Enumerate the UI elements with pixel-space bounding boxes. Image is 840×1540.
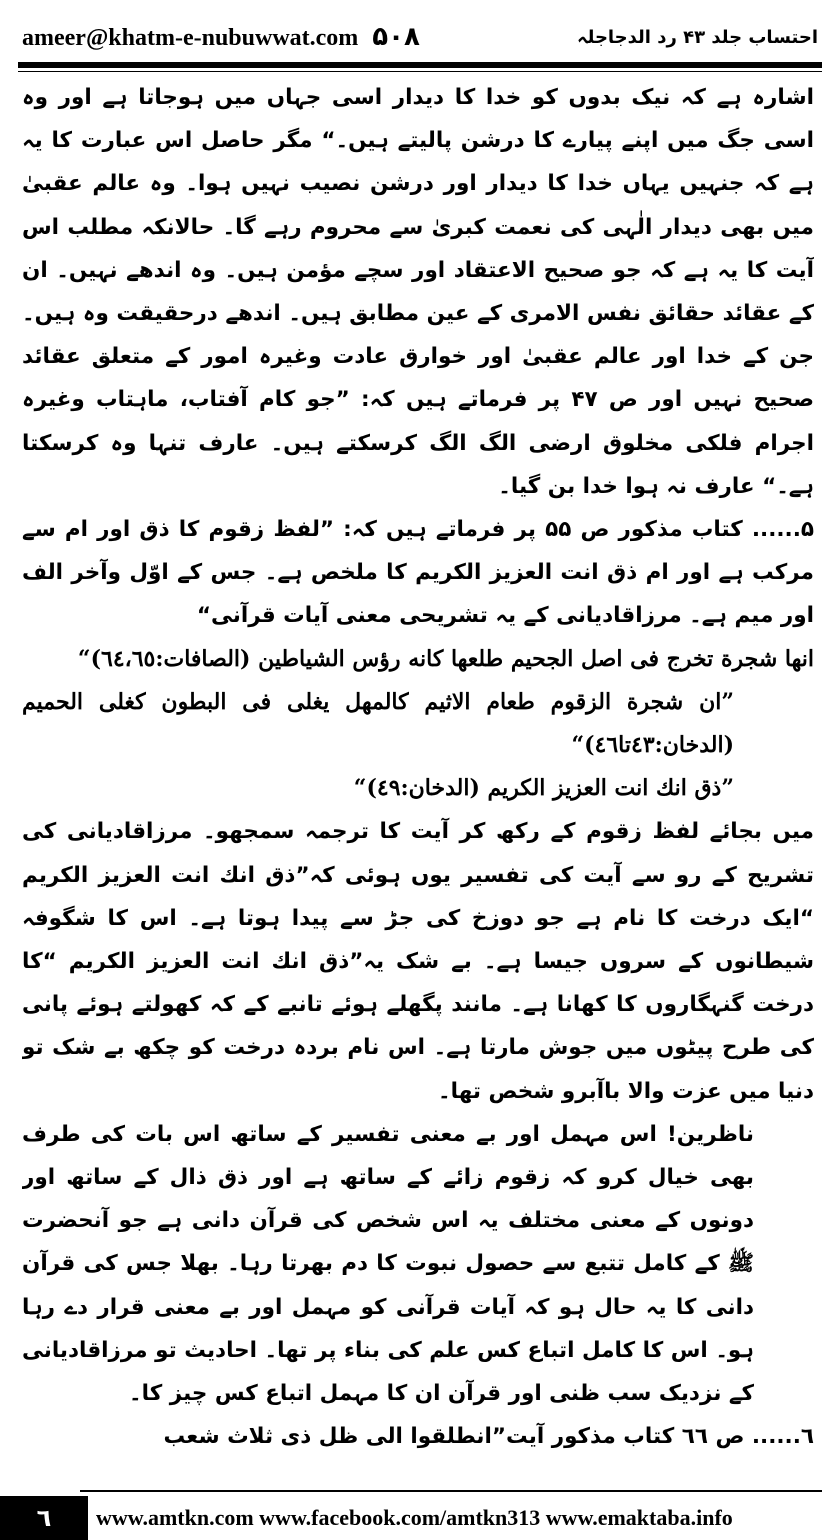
paragraph-readers: ناظرین! اس مہمل اور بے معنی تفسیر کے ساتھ اس بات کی طرف بھی خیال کرو کہ زقوم زائے کے ساتھ ہے اور ذق ذال کے ساتھ اور دونوں کے معنی مختلف یہ اس شخص کی قرآن دانی ہے جو آنحضرت ﷺ کے کامل تتبع سے حصول نبوت کا دم بھرتا رہا۔ بھلا جس کی قرآن دانی کا یہ حال ہو کہ آیات قرآنی کو مہمل اور بے معنی قرار دے رہا ہو۔ اس کا کامل اتباع کس علم کی بناء پر تھا۔ احادیث تو مرزاقادیانی کے نزدیک سب ظنی اور قرآن ان کا مہمل اتباع کس چیز کا۔ xyxy=(22,1121,754,1407)
header-email: ameer@khatm-e-nubuwwat.com xyxy=(22,25,359,51)
footer-rule xyxy=(80,1490,822,1492)
header-rule-thick xyxy=(18,62,822,68)
quran-quote-dukhan-43: ”ان شجرة الزقوم طعام الاثیم کالمھل یغلی فی البطون کغلی الحمیم (الدخان:٤٣تا٤٦)“ xyxy=(22,688,734,759)
footer-page-box: ٦ xyxy=(0,1496,88,1540)
header-rule-thin xyxy=(18,71,822,72)
header-left xyxy=(22,22,420,52)
header-title: احتساب جلد ۴۳ رد الدجاجلہ xyxy=(577,26,818,48)
paragraph-intro: اشارہ ہے کہ نیک بدوں کو خدا کا دیدار اسی جہاں میں ہوجاتا ہے اور وہ اسی جگ میں اپنے پیارے کا درشن پالیتے ہیں۔“ مگر حاصل اس عبارت کا یہ ہے کہ جنہیں یہاں خدا کا دیدار اور درشن نصیب نہیں ہوا۔ وہ عالم عقبیٰ میں بھی دیدار الٰہی کی نعمت کبریٰ سے محروم رہے گا۔ حالانکہ مطلب اس آیت کا یہ ہے کہ جو صحیح الاعتقاد اور سچے مؤمن ہیں۔ وہ اندھے نہیں۔ ان کے عقائد حقائق نفس الامری کے عین مطابق ہیں۔ اندھے درحقیقت وہ ہیں۔ جن کے خدا اور عالم عقبیٰ اور خوارق عادت وغیرہ امور کے متعلق عقائد صحیح نہیں اور ص ۴۷ پر فرماتے ہیں کہ: ”جو کام آفتاب، ماہتاب وغیرہ اجرام فلکی مخلوق ارضی الگ الگ کرسکتے ہیں۔ عارف تنہا وہ کرسکتا ہے۔“ عارف نہ ہوا خدا بن گیا۔ xyxy=(22,85,814,499)
paragraph-tafseer: میں بجائے لفظ زقوم کے رکھ کر آیت کا ترجمہ سمجھو۔ مرزاقادیانی کی تشریح کے رو سے آیت کی تفسیر یوں ہوئی کہ”ذق انك انت العزیز الکریم “ایک درخت کا نام ہے جو دوزخ کی جڑ سے پیدا ہوتا ہے۔ اس کا شگوفہ شیطانوں کے سروں جیسا ہے۔ بے شک یہ”ذق انك انت العزیز الکریم “کا درخت گنہگاروں کا کھانا ہے۔ مانند پگھلے ہوئے تانبے کے کہ کھولتے ہوئے پانی کی طرح پیٹوں میں جوش مارتا ہے۔ اس نام بردہ درخت کو چکھ بے شک تو دنیا میں عزت والا باآبرو شخص تھا۔ xyxy=(22,819,814,1104)
page-number: ۵۰۸ xyxy=(372,22,420,52)
paragraph-point-6: ٦...... ص ٦٦ کتاب مذکور آیت”انطلقوا الی ظل ذی ثلاث شعب xyxy=(163,1424,814,1450)
page-body xyxy=(22,76,814,1466)
page-footer xyxy=(0,1478,840,1540)
quran-quote-dukhan-49: ”ذق انك انت العزیز الکریم (الدخان:٤٩)“ xyxy=(353,775,734,802)
paragraph-point-5: ۵...... کتاب مذکور ص ۵۵ پر فرماتے ہیں کہ: ”لفظ زقوم کا ذق اور ام سے مرکب ہے اور ام ذق انت العزیز الکریم کا ملخص ہے۔ جس کے اوّل وآخر الف اور میم ہے۔ مرزاقادیانی کے یہ تشریحی معنی آیات قرآنی“ xyxy=(22,517,814,629)
footer-urls: www.amtkn.com www.facebook.com/amtkn313 www.emaktaba.info xyxy=(96,1505,733,1530)
page-header xyxy=(22,14,818,60)
quran-quote-saffat: انھا شجرة تخرج فی اصل الجحیم طلعها کانه رؤس الشیاطین (الصافات:٦٤،٦٥)“ xyxy=(77,645,814,672)
